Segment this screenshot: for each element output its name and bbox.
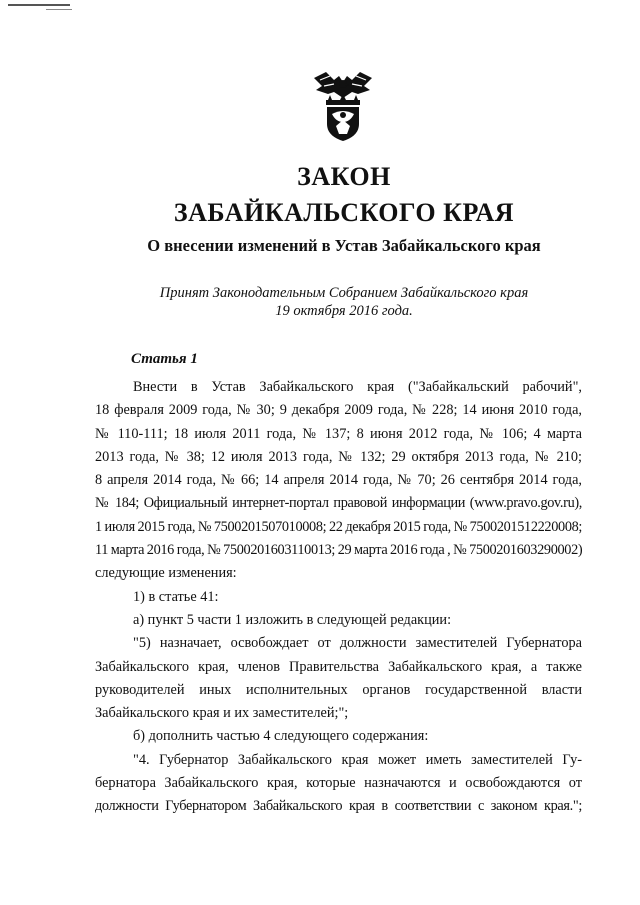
body-line: 2013 года, № 38; 12 июля 2013 года, № 132; 29 октября 2013 года, № 210; [95, 448, 582, 465]
article-heading: Статья 1 [131, 351, 198, 367]
body-line: 8 апреля 2014 года, № 66; 14 апреля 2014 года, № 70; 26 сентября 2014 года, [95, 472, 582, 489]
body-line: Внести в Устав Забайкальского края ("Забайкальский рабочий", [133, 379, 582, 395]
law-subtitle: О внесении изменений в Устав Забайкальского края [147, 236, 541, 255]
body-line: следующие изменения: [95, 565, 237, 582]
body-line: 18 февраля 2009 года, № 30; 9 декабря 2009 года, № 228; 14 июня 2010 года, [95, 402, 582, 419]
body-line: № 110-111; 18 июля 2011 года, № 137; 8 июня 2012 года, № 106; 4 марта [95, 425, 582, 442]
law-title-region: ЗАБАЙКАЛЬСКОГО КРАЯ [173, 198, 515, 227]
body-line: а) пункт 5 части 1 изложить в следующей редакции: [133, 611, 452, 628]
law-title: ЗАКОН [297, 162, 391, 191]
scan-artifact [46, 9, 72, 10]
adoption-note: Принят Законодательным Собранием Забайкальского края [159, 285, 529, 301]
body-line: руководителей иных исполнительных органов государственной власти [95, 681, 582, 698]
body-line: 1) в статье 41: [133, 588, 219, 605]
adoption-date: 19 октября 2016 года. [275, 303, 413, 319]
article-body [95, 376, 582, 819]
scan-artifact [8, 4, 70, 6]
body-line: Забайкальского края и их заместителей;"; [95, 705, 349, 722]
coat-of-arms-icon [312, 64, 374, 142]
body-line: должности Губернатором Забайкальского края в соответствии с законом края."; [95, 798, 582, 815]
body-line: "5) назначает, освобождает от должности заместителей Губернатора [133, 635, 582, 652]
body-line: № 184; Официальный интернет-портал правовой информации (www.pravo.gov.ru), [95, 495, 582, 512]
body-line: Забайкальского края, членов Правительства Забайкальского края, а также [95, 658, 582, 675]
body-line: бернатора Забайкальского края, которые назначаются и освобождаются от [95, 775, 582, 792]
body-line: 11 марта 2016 года, № 7500201603110013; 29 марта 2016 года , № 7500201603290002) [95, 542, 582, 559]
body-line: б) дополнить частью 4 следующего содержания: [133, 728, 429, 745]
body-line: "4. Губернатор Забайкальского края может иметь заместителей Гу- [133, 751, 582, 768]
body-line: 1 июля 2015 года, № 7500201507010008; 22 декабря 2015 года, № 7500201512220008; [95, 518, 582, 535]
